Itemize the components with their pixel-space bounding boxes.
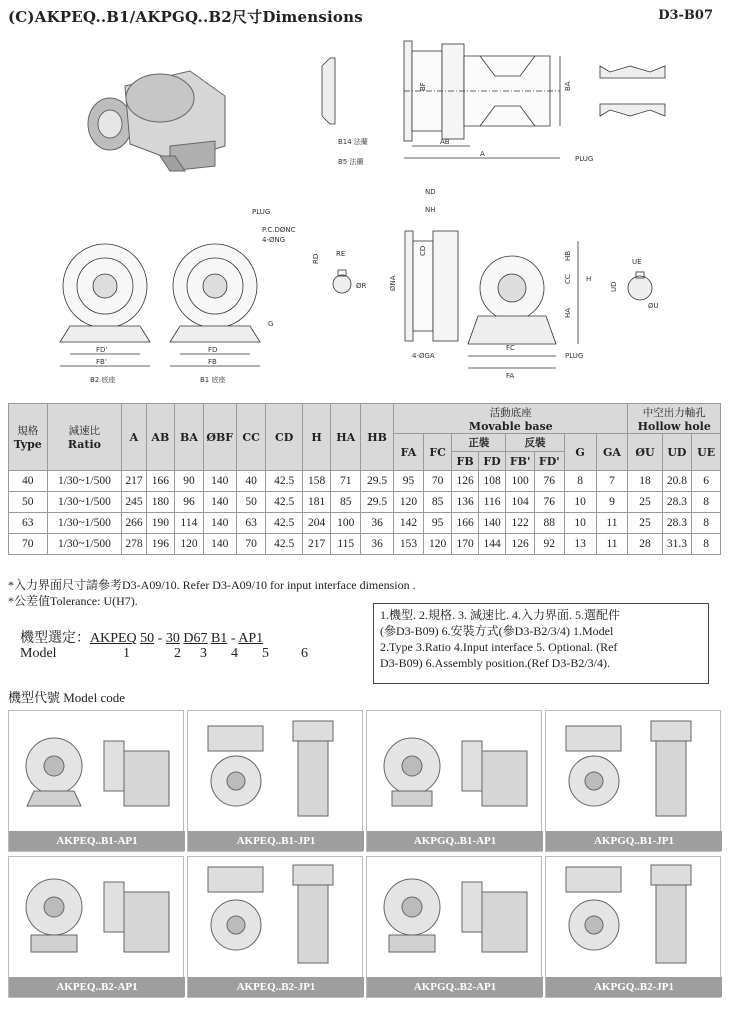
gearbox-image: [188, 711, 364, 831]
table-cell: 1/30~1/500: [47, 513, 122, 534]
table-cell: 8: [692, 534, 721, 555]
label-h: H: [586, 275, 592, 283]
model-part-series: AKPEQ: [90, 631, 137, 646]
gearbox-image: [9, 857, 185, 977]
header-type: 規格 Type: [9, 404, 48, 471]
header-normal-mount: 正裝: [452, 434, 506, 452]
table-cell: 95: [423, 513, 452, 534]
table-cell: 114: [175, 513, 204, 534]
table-cell: 153: [394, 534, 424, 555]
table-cell: 104: [506, 492, 535, 513]
table-cell: 9: [596, 492, 628, 513]
table-cell: 196: [146, 534, 175, 555]
table-cell: 29.5: [361, 471, 394, 492]
front-view-drawing: [60, 244, 260, 366]
side-view-drawing: [322, 41, 665, 158]
table-cell: 166: [452, 513, 478, 534]
model-code-grid: [8, 710, 721, 998]
label-bf: BF: [419, 82, 427, 91]
table-cell: 42.5: [266, 471, 302, 492]
table-cell: 31.3: [662, 534, 692, 555]
legend-line-4: D3-B09) 6.Assembly position.(Ref D3-B2/3/4).: [380, 656, 610, 670]
header-hb: HB: [361, 404, 394, 471]
header-ud: UD: [662, 434, 692, 471]
table-cell: 76: [534, 471, 564, 492]
model-num-5: 5: [262, 646, 269, 661]
table-cell: 140: [203, 534, 236, 555]
table-cell: 92: [534, 534, 564, 555]
table-cell: 126: [452, 471, 478, 492]
label-re: RE: [336, 250, 346, 258]
model-num-4: 4: [231, 646, 238, 661]
header-a: A: [122, 404, 146, 471]
model-code-card: [187, 710, 363, 852]
label-ud: UD: [610, 281, 618, 292]
dimension-drawing: [0, 26, 729, 396]
model-label-en: Model: [20, 646, 57, 661]
table-cell: 29.5: [361, 492, 394, 513]
header-fb: FB: [452, 452, 478, 471]
header-bf: ØBF: [203, 404, 236, 471]
label-hb: HB: [564, 250, 572, 261]
table-cell: 126: [506, 534, 535, 555]
table-cell: 70: [423, 471, 452, 492]
table-cell: 142: [394, 513, 424, 534]
page-title: (C)AKPEQ..B1/AKPGQ..B2尺寸Dimensions: [8, 8, 363, 26]
label-cd: CD: [419, 245, 427, 256]
table-cell: 42.5: [266, 534, 302, 555]
label-4ga: 4-ØGA: [412, 352, 435, 360]
table-cell: 25: [628, 492, 662, 513]
model-legend-box: [373, 603, 709, 684]
dimensions-table: [8, 403, 721, 555]
header-h: H: [302, 404, 331, 471]
table-cell: 166: [146, 471, 175, 492]
table-cell: 40: [236, 471, 266, 492]
table-cell: 140: [478, 513, 506, 534]
label-cc: CC: [564, 274, 572, 284]
model-num-6: 6: [301, 646, 308, 661]
header-fc: FC: [423, 434, 452, 471]
table-cell: 20.8: [662, 471, 692, 492]
table-cell: 217: [122, 471, 146, 492]
table-cell: 217: [302, 534, 331, 555]
model-part-option: B1: [210, 631, 228, 646]
label-a: A: [480, 150, 485, 158]
table-cell: 158: [302, 471, 331, 492]
label-r: ØR: [356, 282, 367, 290]
table-cell: 76: [534, 492, 564, 513]
table-cell: 266: [122, 513, 146, 534]
table-cell: 204: [302, 513, 331, 534]
assembly-view-drawing: [405, 231, 652, 368]
note-input-interface: *入力界面尺寸請參考D3-A09/10. Refer D3-A09/10 for input interface dimension .: [8, 578, 416, 592]
legend-line-3: 2.Type 3.Ratio 4.Input interface 5. Optional. (Ref: [380, 640, 618, 654]
table-cell: 11: [596, 534, 628, 555]
label-ha: HA: [564, 307, 572, 318]
key-detail-drawing: [333, 270, 351, 293]
table-cell: 180: [146, 492, 175, 513]
table-cell: 96: [175, 492, 204, 513]
label-ab: AB: [440, 138, 450, 146]
table-cell: 100: [506, 471, 535, 492]
table-cell: 6: [692, 471, 721, 492]
model-numbers: [20, 646, 350, 664]
table-cell: 71: [331, 471, 361, 492]
label-plug-top: PLUG: [575, 155, 594, 163]
header-cc: CC: [236, 404, 266, 471]
table-cell: 140: [203, 471, 236, 492]
gearbox-image: [546, 857, 722, 977]
label-b2-base: B2 底座: [90, 376, 116, 384]
label-fd-front: FD: [208, 346, 218, 354]
header-fd-prime: FD': [534, 452, 564, 471]
gearbox-image: [188, 857, 364, 977]
label-b14: B14 法蘭: [338, 138, 368, 146]
label-fb-front: FB: [208, 358, 217, 366]
table-cell: 70: [9, 534, 48, 555]
table-cell: 36: [361, 513, 394, 534]
model-code-label: AKPGQ..B1-JP1: [546, 831, 722, 851]
header-fa: FA: [394, 434, 424, 471]
header-ga: GA: [596, 434, 628, 471]
table-cell: 115: [331, 534, 361, 555]
header-ha: HA: [331, 404, 361, 471]
header-g: G: [564, 434, 596, 471]
table-cell: 25: [628, 513, 662, 534]
table-cell: 36: [361, 534, 394, 555]
legend-line-2: (參D3-B09) 6.安裝方式(參D3-B2/3/4) 1.Model: [380, 624, 614, 638]
model-num-3: 3: [200, 646, 207, 661]
model-part-type: 50: [140, 631, 155, 646]
model-code-label: AKPGQ..B1-AP1: [367, 831, 543, 851]
model-code-card: [545, 856, 721, 998]
table-cell: 108: [478, 471, 506, 492]
table-cell: 8: [692, 513, 721, 534]
gearbox-image: [546, 711, 722, 831]
label-pcd: P.C.DØNC: [262, 226, 296, 234]
table-cell: 11: [596, 513, 628, 534]
table-cell: 10: [564, 492, 596, 513]
table-cell: 85: [423, 492, 452, 513]
header-u: ØU: [628, 434, 662, 471]
label-4ng: 4-ØNG: [262, 236, 286, 244]
table-cell: 63: [236, 513, 266, 534]
table-cell: 181: [302, 492, 331, 513]
label-ba: BA: [564, 81, 572, 91]
header-fb-prime: FB': [506, 452, 535, 471]
table-cell: 70: [236, 534, 266, 555]
table-cell: 120: [175, 534, 204, 555]
table-cell: 100: [331, 513, 361, 534]
table-cell: 1/30~1/500: [47, 534, 122, 555]
table-cell: 10: [564, 513, 596, 534]
model-part-input: D67: [183, 631, 208, 646]
table-row: [9, 513, 721, 534]
note-tolerance: *公差值Tolerance: U(H7).: [8, 594, 138, 608]
table-cell: 95: [394, 471, 424, 492]
label-na: ØNA: [389, 275, 397, 291]
table-cell: 8: [564, 471, 596, 492]
label-rd: RD: [312, 253, 320, 264]
table-cell: 144: [478, 534, 506, 555]
gearbox-image: [367, 857, 543, 977]
model-selection: 機型選定：AKPEQ 50 - 30 D67 B1 - AP1: [20, 631, 264, 646]
table-cell: 13: [564, 534, 596, 555]
label-nd: ND: [425, 188, 436, 196]
model-code-card: [366, 710, 542, 852]
table-row: [9, 492, 721, 513]
table-cell: 116: [478, 492, 506, 513]
table-cell: 136: [452, 492, 478, 513]
label-ue: UE: [632, 258, 642, 266]
gearbox-perspective-image: [88, 71, 225, 171]
header-fd: FD: [478, 452, 506, 471]
table-cell: 190: [146, 513, 175, 534]
header-ba: BA: [175, 404, 204, 471]
table-cell: 42.5: [266, 513, 302, 534]
header-ratio: 減速比 Ratio: [47, 404, 122, 471]
model-code-card: [545, 710, 721, 852]
label-fc: FC: [506, 344, 515, 352]
table-cell: 40: [9, 471, 48, 492]
table-cell: 28.3: [662, 492, 692, 513]
table-cell: 7: [596, 471, 628, 492]
model-code-card: [8, 710, 184, 852]
gearbox-image: [367, 711, 543, 831]
gearbox-image: [9, 711, 185, 831]
label-plug-front: PLUG: [252, 208, 271, 216]
table-cell: 140: [203, 513, 236, 534]
table-cell: 8: [692, 492, 721, 513]
model-code-label: AKPEQ..B1-AP1: [9, 831, 185, 851]
table-cell: 278: [122, 534, 146, 555]
model-code-card: [187, 856, 363, 998]
table-cell: 28.3: [662, 513, 692, 534]
header-ab: AB: [146, 404, 175, 471]
table-cell: 50: [236, 492, 266, 513]
table-cell: 90: [175, 471, 204, 492]
label-fb2-front: FB': [96, 358, 107, 366]
model-code-title: 機型代號 Model code: [8, 690, 125, 705]
table-cell: 42.5: [266, 492, 302, 513]
model-code-label: AKPEQ..B1-JP1: [188, 831, 364, 851]
table-cell: 18: [628, 471, 662, 492]
header-movable-base: 活動底座 Movable base: [394, 404, 628, 434]
model-code-label: AKPEQ..B2-JP1: [188, 977, 364, 997]
dimensions-table-body: [9, 471, 721, 555]
header-reverse-mount: 反裝: [506, 434, 564, 452]
table-cell: 122: [506, 513, 535, 534]
model-num-2: 2: [174, 646, 181, 661]
model-part-assembly: AP1: [238, 631, 264, 646]
table-cell: 120: [423, 534, 452, 555]
model-code-label: AKPGQ..B2-AP1: [367, 977, 543, 997]
model-code-card: [8, 856, 184, 998]
model-code-label: AKPGQ..B2-JP1: [546, 977, 722, 997]
table-cell: 120: [394, 492, 424, 513]
table-cell: 245: [122, 492, 146, 513]
header-cd: CD: [266, 404, 302, 471]
model-num-1: 1: [123, 646, 130, 661]
page-code: D3-B07: [658, 8, 713, 23]
label-plug-side: PLUG: [565, 352, 584, 360]
label-b5: B5 法蘭: [338, 158, 364, 166]
table-cell: 88: [534, 513, 564, 534]
header-ue: UE: [692, 434, 721, 471]
table-cell: 50: [9, 492, 48, 513]
table-row: [9, 471, 721, 492]
table-cell: 1/30~1/500: [47, 492, 122, 513]
label-fa: FA: [506, 372, 515, 380]
label-g: G: [268, 320, 274, 328]
model-code-label: AKPEQ..B2-AP1: [9, 977, 185, 997]
table-row: [9, 534, 721, 555]
table-cell: 28: [628, 534, 662, 555]
model-part-ratio: 30: [165, 631, 180, 646]
table-cell: 140: [203, 492, 236, 513]
table-cell: 63: [9, 513, 48, 534]
model-code-card: [366, 856, 542, 998]
table-cell: 1/30~1/500: [47, 471, 122, 492]
legend-line-1: 1.機型. 2.規格. 3. 減速比. 4.入力界面. 5.選配件: [380, 608, 621, 622]
label-b1-base: B1 底座: [200, 376, 226, 384]
header-hollow-hole: 中空出力軸孔 Hollow hole: [628, 404, 721, 434]
label-fd2-front: FD': [96, 346, 108, 354]
model-label-cn: 機型選定：: [20, 631, 90, 646]
label-nh: NH: [425, 206, 436, 214]
label-u: ØU: [648, 302, 659, 310]
table-cell: 85: [331, 492, 361, 513]
table-cell: 170: [452, 534, 478, 555]
